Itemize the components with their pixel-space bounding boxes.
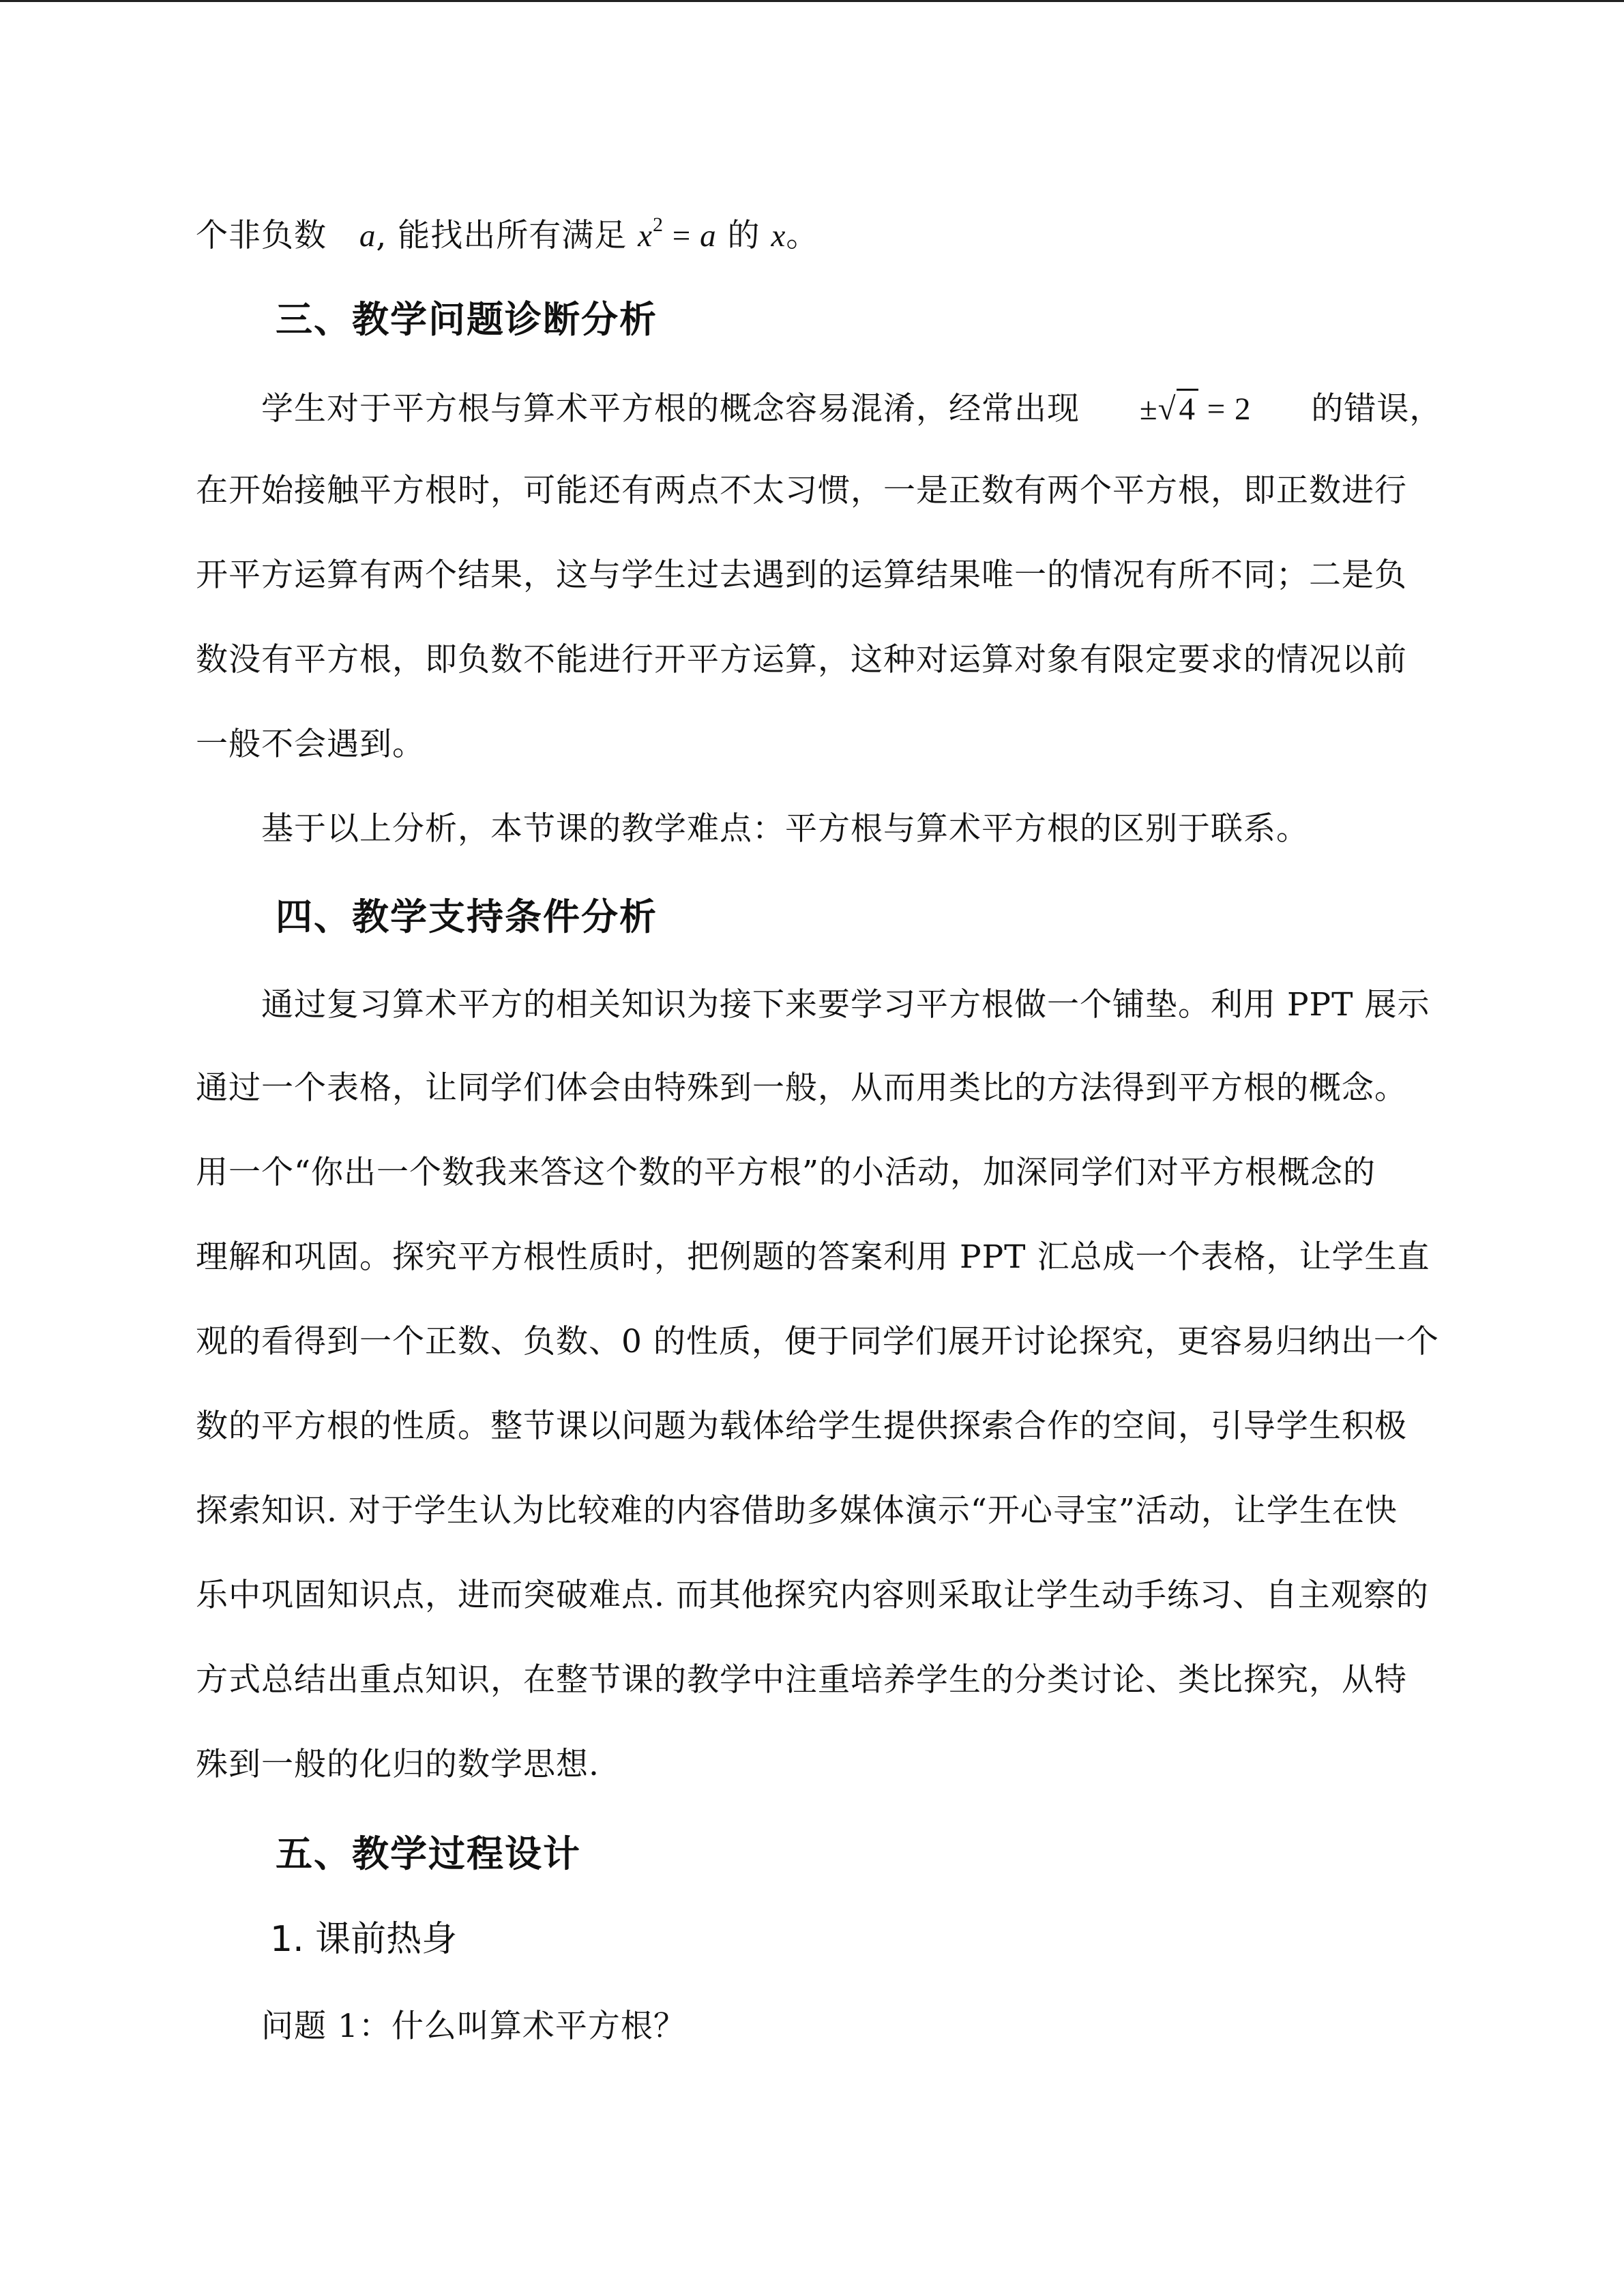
paragraph-line: 观的看得到一个正数、负数、0 的性质，便于同学们展开讨论探究，更容易归纳出一个 [196, 1323, 1439, 1360]
paragraph-line: 数的平方根的性质。整节课以问题为载体给学生提供探索合作的空间，引导学生积极 [196, 1407, 1407, 1445]
math-exponent: 2 [653, 213, 664, 236]
section-heading-3: 三、教学问题诊断分析 [276, 298, 658, 341]
paragraph-line-math [196, 215, 818, 256]
paragraph-line: 开平方运算有两个结果，这与学生过去遇到的运算结果唯一的情况有所不同；二是负 [196, 556, 1407, 594]
math-variable: x [771, 218, 786, 254]
section-heading-5: 五、教学过程设计 [276, 1832, 581, 1875]
sqrt-sign: √ [1157, 391, 1177, 427]
paragraph-line: 殊到一般的化归的数学思想. [196, 1746, 600, 1783]
paragraph-line: 理解和巩固。探究平方根性质时，把例题的答案利用 PPT 汇总成一个表格，让学生直 [196, 1238, 1430, 1276]
paragraph-line: 在开始接触平方根时，可能还有两点不太习惯，一是正数有两个平方根，即正数进行 [196, 472, 1407, 509]
paragraph-line: 用一个“你出一个数我来答这个数的平方根”的小活动，加深同学们对平方根概念的 [196, 1154, 1376, 1191]
text-segment: 。 [786, 217, 819, 254]
text-segment: 的错误， [1311, 390, 1443, 428]
paragraph-line: 探索知识. 对于学生认为比较难的内容借助多媒体演示“开心寻宝”活动，让学生在快 [196, 1492, 1398, 1530]
section-heading-4: 四、教学支持条件分析 [276, 895, 658, 938]
math-plus-minus: ± [1139, 391, 1158, 427]
paragraph-line: 通过一个表格，让同学们体会由特殊到一般，从而用类比的方法得到平方根的概念。 [196, 1069, 1407, 1107]
paragraph-line: 方式总结出重点知识，在整节课的教学中注重培养学生的分类讨论、类比探究，从特 [196, 1661, 1407, 1699]
math-operator: = [664, 218, 700, 254]
paragraph-line: 通过复习算术平方的相关知识为接下来要学习平方根做一个铺垫。利用 PPT 展示 [261, 986, 1430, 1024]
text-segment: 个非负数 [196, 217, 327, 254]
math-variable: a [700, 218, 717, 254]
subsection-heading-1: 1. 课前热身 [270, 1919, 458, 1960]
sqrt-radicand: 4 [1177, 389, 1199, 428]
paragraph-line: 基于以上分析，本节课的教学难点：平方根与算术平方根的区别于联系。 [261, 810, 1309, 848]
paragraph-line: 数没有平方根，即负数不能进行开平方运算，这种对运算对象有限定要求的情况以前 [196, 641, 1407, 679]
text-segment: , 能找出所有满足 [376, 217, 628, 254]
paragraph-line [261, 389, 1442, 430]
text-segment: 的 [716, 217, 761, 254]
math-variable: a [359, 218, 377, 254]
text-segment: 学生对于平方根与算术平方根的概念容易混淆，经常出现 [261, 390, 1080, 428]
question-line: 问题 1：什么叫算术平方根？ [261, 2008, 686, 2045]
paragraph-line: 乐中巩固知识点，进而突破难点. 而其他探究内容则采取让学生动手练习、自主观察的 [196, 1577, 1429, 1614]
math-variable: x [638, 218, 653, 254]
math-equation-rhs: = 2 [1198, 391, 1252, 427]
paragraph-line: 一般不会遇到。 [196, 726, 425, 763]
math-sqrt [1158, 389, 1198, 430]
